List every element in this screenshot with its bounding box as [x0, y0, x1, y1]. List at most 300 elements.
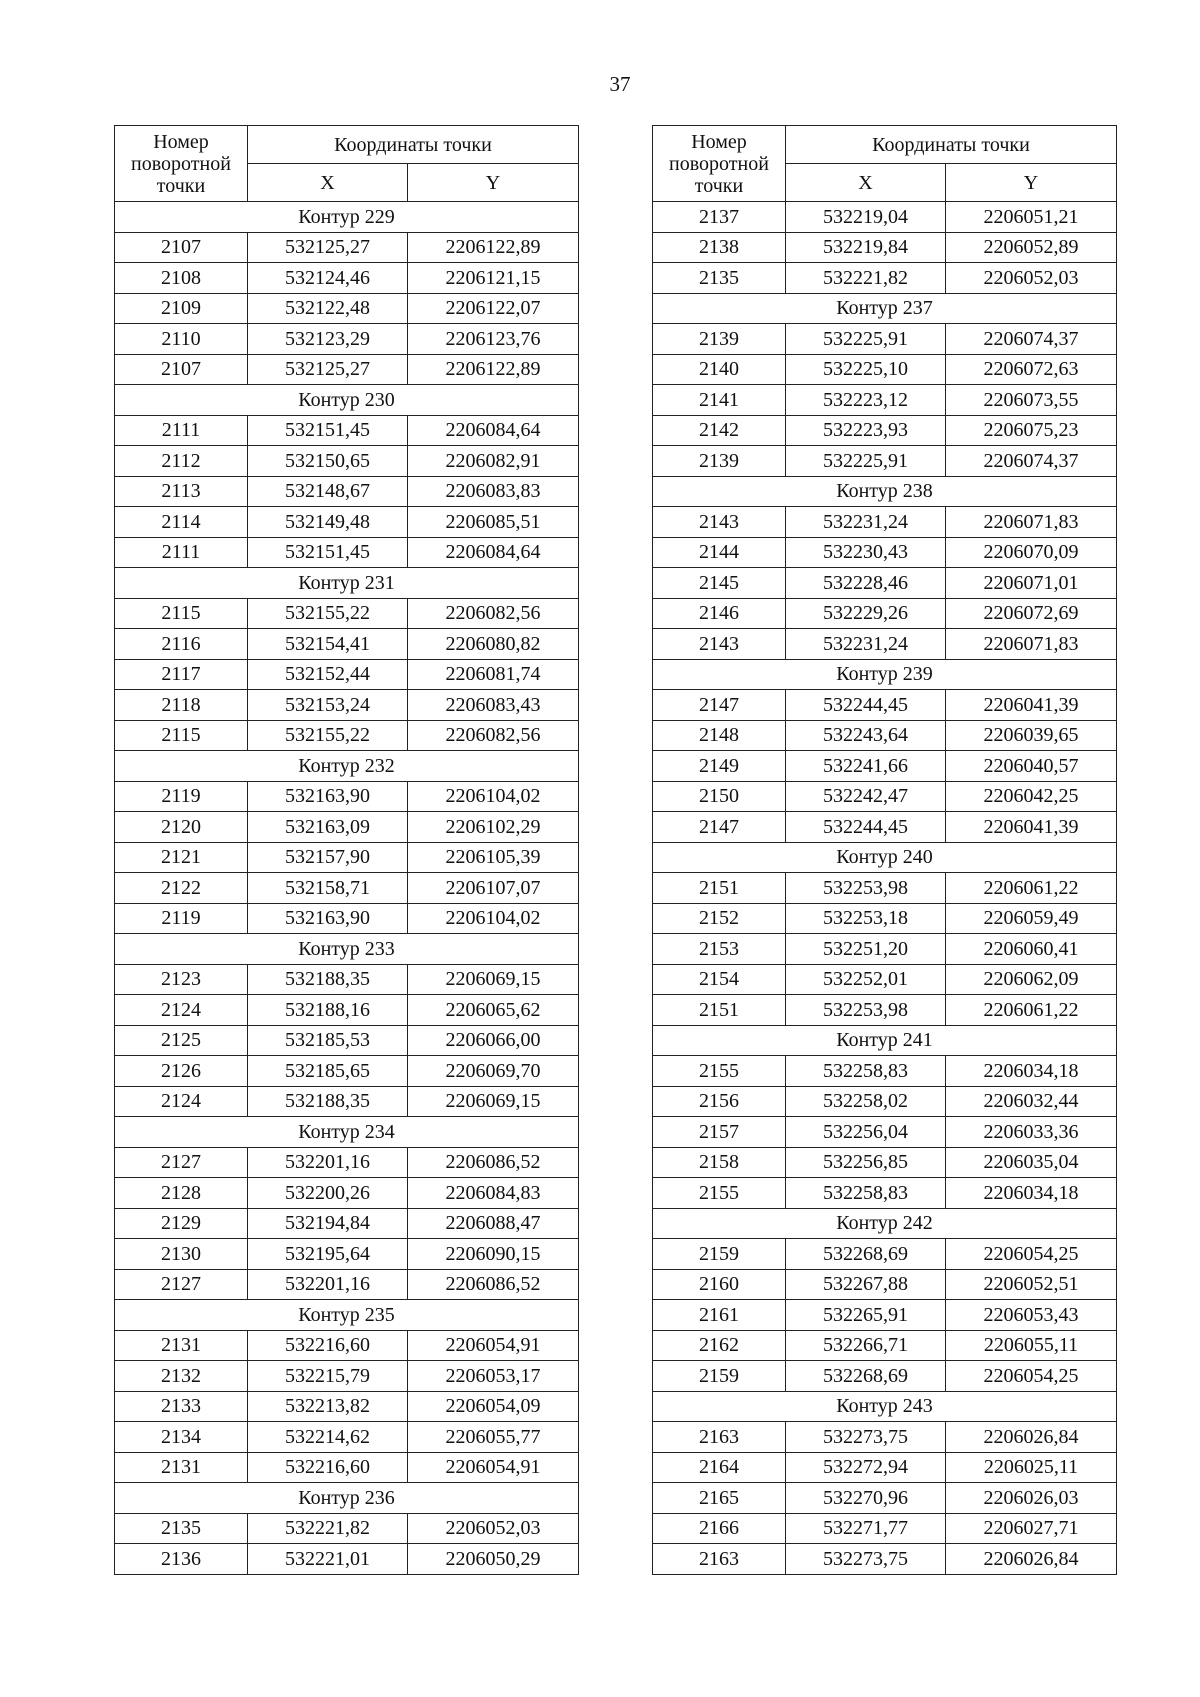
- point-number-cell: 2134: [115, 1422, 248, 1453]
- x-coordinate-cell: 532163,09: [248, 812, 408, 843]
- point-number-cell: 2110: [115, 324, 248, 355]
- y-coordinate-cell: 2206072,69: [946, 598, 1117, 629]
- y-coordinate-cell: 2206088,47: [408, 1208, 579, 1239]
- x-coordinate-cell: 532256,04: [786, 1117, 946, 1148]
- x-coordinate-cell: 532194,84: [248, 1208, 408, 1239]
- point-number-cell: 2127: [115, 1269, 248, 1300]
- point-number-header: Номер поворотной точки: [115, 126, 248, 202]
- point-number-cell: 2141: [653, 385, 786, 416]
- point-number-cell: 2137: [653, 202, 786, 233]
- x-coordinate-cell: 532151,45: [248, 415, 408, 446]
- contour-label: Контур 234: [115, 1117, 579, 1148]
- y-coordinate-cell: 2206042,25: [946, 781, 1117, 812]
- x-coordinate-cell: 532150,65: [248, 446, 408, 477]
- x-coordinate-cell: 532201,16: [248, 1269, 408, 1300]
- table-row: [653, 1239, 1117, 1270]
- table-row: [653, 385, 1117, 416]
- point-number-cell: 2107: [115, 354, 248, 385]
- y-coordinate-cell: 2206054,91: [408, 1452, 579, 1483]
- table-row: [115, 537, 579, 568]
- point-number-cell: 2160: [653, 1269, 786, 1300]
- x-coordinate-cell: 532244,45: [786, 690, 946, 721]
- table-row: [653, 1147, 1117, 1178]
- y-coordinate-cell: 2206072,63: [946, 354, 1117, 385]
- table-row: [115, 1086, 579, 1117]
- x-coordinate-cell: 532273,75: [786, 1544, 946, 1575]
- point-number-cell: 2146: [653, 598, 786, 629]
- x-coordinate-cell: 532253,98: [786, 873, 946, 904]
- y-coordinate-cell: 2206062,09: [946, 964, 1117, 995]
- x-coordinate-cell: 532155,22: [248, 598, 408, 629]
- x-coordinate-cell: 532243,64: [786, 720, 946, 751]
- contour-row: [115, 1300, 579, 1331]
- y-coordinate-cell: 2206050,29: [408, 1544, 579, 1575]
- y-coordinate-cell: 2206025,11: [946, 1452, 1117, 1483]
- point-number-cell: 2143: [653, 507, 786, 538]
- contour-row: [653, 659, 1117, 690]
- y-coordinate-cell: 2206085,51: [408, 507, 579, 538]
- table-row: [653, 1300, 1117, 1331]
- table-row: [653, 202, 1117, 233]
- point-number-cell: 2151: [653, 995, 786, 1026]
- x-coordinate-cell: 532272,94: [786, 1452, 946, 1483]
- x-coordinate-cell: 532241,66: [786, 751, 946, 782]
- y-coordinate-cell: 2206055,11: [946, 1330, 1117, 1361]
- y-coordinate-cell: 2206053,43: [946, 1300, 1117, 1331]
- contour-row: [115, 202, 579, 233]
- x-coordinate-cell: 532242,47: [786, 781, 946, 812]
- contour-label: Контур 231: [115, 568, 579, 599]
- table-row: [653, 1178, 1117, 1209]
- x-coordinate-cell: 532230,43: [786, 537, 946, 568]
- y-coordinate-cell: 2206027,71: [946, 1513, 1117, 1544]
- table-row: [115, 354, 579, 385]
- y-coordinate-cell: 2206082,56: [408, 598, 579, 629]
- contour-label: Контур 229: [115, 202, 579, 233]
- x-coordinate-cell: 532270,96: [786, 1483, 946, 1514]
- contour-label: Контур 238: [653, 476, 1117, 507]
- point-number-cell: 2135: [115, 1513, 248, 1544]
- x-coordinate-cell: 532122,48: [248, 293, 408, 324]
- point-number-cell: 2116: [115, 629, 248, 660]
- table-body-left: [115, 202, 579, 1575]
- table-row: [653, 1117, 1117, 1148]
- contour-label: Контур 242: [653, 1208, 1117, 1239]
- point-number-cell: 2111: [115, 415, 248, 446]
- x-coordinate-cell: 532185,53: [248, 1025, 408, 1056]
- table-row: [653, 1483, 1117, 1514]
- x-coordinate-cell: 532271,77: [786, 1513, 946, 1544]
- x-coordinate-cell: 532201,16: [248, 1147, 408, 1178]
- point-number-cell: 2122: [115, 873, 248, 904]
- x-coordinate-cell: 532223,12: [786, 385, 946, 416]
- x-coordinate-cell: 532213,82: [248, 1391, 408, 1422]
- contour-label: Контур 240: [653, 842, 1117, 873]
- x-coordinate-cell: 532125,27: [248, 232, 408, 263]
- point-number-cell: 2135: [653, 263, 786, 294]
- table-row: [653, 415, 1117, 446]
- y-coordinate-cell: 2206066,00: [408, 1025, 579, 1056]
- table-row: [115, 903, 579, 934]
- y-coordinate-cell: 2206060,41: [946, 934, 1117, 965]
- point-number-cell: 2119: [115, 781, 248, 812]
- contour-row: [653, 1208, 1117, 1239]
- table-row: [653, 537, 1117, 568]
- table-row: [115, 1544, 579, 1575]
- point-number-cell: 2155: [653, 1056, 786, 1087]
- table-row: [653, 507, 1117, 538]
- point-number-cell: 2115: [115, 598, 248, 629]
- point-number-cell: 2152: [653, 903, 786, 934]
- point-number-cell: 2165: [653, 1483, 786, 1514]
- table-row: [115, 1269, 579, 1300]
- y-coordinate-cell: 2206086,52: [408, 1269, 579, 1300]
- x-coordinate-cell: 532258,83: [786, 1178, 946, 1209]
- y-coordinate-cell: 2206074,37: [946, 446, 1117, 477]
- x-coordinate-cell: 532188,16: [248, 995, 408, 1026]
- x-coordinate-cell: 532258,83: [786, 1056, 946, 1087]
- y-coordinate-cell: 2206052,03: [408, 1513, 579, 1544]
- x-coordinate-cell: 532219,84: [786, 232, 946, 263]
- point-number-cell: 2129: [115, 1208, 248, 1239]
- table-row: [653, 324, 1117, 355]
- x-coordinate-cell: 532223,93: [786, 415, 946, 446]
- table-row: [115, 446, 579, 477]
- point-number-cell: 2123: [115, 964, 248, 995]
- table-row: [115, 873, 579, 904]
- coordinates-table-right: [652, 125, 1117, 1575]
- table-row: [115, 1330, 579, 1361]
- x-coordinate-cell: 532231,24: [786, 629, 946, 660]
- y-coordinate-cell: 2206054,09: [408, 1391, 579, 1422]
- coordinates-header: Координаты точки: [248, 126, 579, 164]
- x-coordinate-cell: 532244,45: [786, 812, 946, 843]
- point-number-cell: 2124: [115, 995, 248, 1026]
- contour-label: Контур 232: [115, 751, 579, 782]
- y-coordinate-cell: 2206069,70: [408, 1056, 579, 1087]
- table-row: [653, 568, 1117, 599]
- contour-row: [115, 568, 579, 599]
- x-coordinate-cell: 532265,91: [786, 1300, 946, 1331]
- table-row: [115, 293, 579, 324]
- point-number-cell: 2127: [115, 1147, 248, 1178]
- contour-label: Контур 237: [653, 293, 1117, 324]
- table-row: [115, 812, 579, 843]
- point-number-cell: 2148: [653, 720, 786, 751]
- y-coordinate-cell: 2206065,62: [408, 995, 579, 1026]
- point-number-cell: 2151: [653, 873, 786, 904]
- y-coordinate-cell: 2206122,89: [408, 232, 579, 263]
- table-row: [115, 598, 579, 629]
- table-row: [653, 1269, 1117, 1300]
- table-row: [653, 232, 1117, 263]
- table-row: [653, 629, 1117, 660]
- table-row: [115, 690, 579, 721]
- x-coordinate-cell: 532188,35: [248, 964, 408, 995]
- y-coordinate-cell: 2206059,49: [946, 903, 1117, 934]
- y-coordinate-cell: 2206052,89: [946, 232, 1117, 263]
- contour-row: [115, 751, 579, 782]
- y-coordinate-cell: 2206122,07: [408, 293, 579, 324]
- x-coordinate-cell: 532273,75: [786, 1422, 946, 1453]
- point-number-cell: 2107: [115, 232, 248, 263]
- x-coordinate-cell: 532219,04: [786, 202, 946, 233]
- table-row: [115, 659, 579, 690]
- contour-row: [653, 842, 1117, 873]
- point-number-cell: 2142: [653, 415, 786, 446]
- point-number-cell: 2144: [653, 537, 786, 568]
- table-row: [653, 781, 1117, 812]
- table-row: [653, 1452, 1117, 1483]
- y-coordinate-cell: 2206061,22: [946, 995, 1117, 1026]
- point-number-cell: 2156: [653, 1086, 786, 1117]
- x-coordinate-cell: 532225,91: [786, 446, 946, 477]
- point-number-cell: 2163: [653, 1422, 786, 1453]
- y-coordinate-cell: 2206105,39: [408, 842, 579, 873]
- y-coordinate-cell: 2206084,83: [408, 1178, 579, 1209]
- x-coordinate-cell: 532163,90: [248, 903, 408, 934]
- point-number-cell: 2114: [115, 507, 248, 538]
- y-coordinate-cell: 2206034,18: [946, 1056, 1117, 1087]
- y-coordinate-cell: 2206071,01: [946, 568, 1117, 599]
- x-coordinate-cell: 532185,65: [248, 1056, 408, 1087]
- table-row: [115, 964, 579, 995]
- y-coordinate-cell: 2206041,39: [946, 690, 1117, 721]
- y-coordinate-cell: 2206104,02: [408, 781, 579, 812]
- point-number-cell: 2130: [115, 1239, 248, 1270]
- table-row: [653, 903, 1117, 934]
- y-coordinate-cell: 2206083,83: [408, 476, 579, 507]
- point-number-cell: 2143: [653, 629, 786, 660]
- contour-row: [115, 385, 579, 416]
- y-coordinate-cell: 2206082,91: [408, 446, 579, 477]
- table-row: [653, 720, 1117, 751]
- table-row: [115, 415, 579, 446]
- x-header: X: [786, 164, 946, 202]
- y-coordinate-cell: 2206061,22: [946, 873, 1117, 904]
- x-coordinate-cell: 532124,46: [248, 263, 408, 294]
- point-number-cell: 2120: [115, 812, 248, 843]
- x-coordinate-cell: 532225,10: [786, 354, 946, 385]
- point-number-cell: 2124: [115, 1086, 248, 1117]
- x-coordinate-cell: 532225,91: [786, 324, 946, 355]
- point-number-header: Номер поворотной точки: [653, 126, 786, 202]
- x-coordinate-cell: 532149,48: [248, 507, 408, 538]
- point-number-cell: 2112: [115, 446, 248, 477]
- table-row: [115, 1513, 579, 1544]
- contour-row: [653, 476, 1117, 507]
- table-row: [115, 720, 579, 751]
- x-coordinate-cell: 532123,29: [248, 324, 408, 355]
- table-row: [115, 995, 579, 1026]
- x-coordinate-cell: 532251,20: [786, 934, 946, 965]
- point-number-cell: 2131: [115, 1452, 248, 1483]
- y-coordinate-cell: 2206081,74: [408, 659, 579, 690]
- y-coordinate-cell: 2206086,52: [408, 1147, 579, 1178]
- x-coordinate-cell: 532216,60: [248, 1330, 408, 1361]
- x-coordinate-cell: 532188,35: [248, 1086, 408, 1117]
- table-row: [115, 842, 579, 873]
- contour-row: [653, 1025, 1117, 1056]
- table-row: [653, 1513, 1117, 1544]
- contour-label: Контур 230: [115, 385, 579, 416]
- point-number-cell: 2109: [115, 293, 248, 324]
- table-row: [115, 1239, 579, 1270]
- y-coordinate-cell: 2206052,51: [946, 1269, 1117, 1300]
- table-row: [115, 1147, 579, 1178]
- y-coordinate-cell: 2206054,25: [946, 1239, 1117, 1270]
- table-row: [653, 1086, 1117, 1117]
- point-number-cell: 2139: [653, 446, 786, 477]
- x-coordinate-cell: 532157,90: [248, 842, 408, 873]
- x-coordinate-cell: 532268,69: [786, 1239, 946, 1270]
- x-coordinate-cell: 532153,24: [248, 690, 408, 721]
- y-coordinate-cell: 2206040,57: [946, 751, 1117, 782]
- x-coordinate-cell: 532154,41: [248, 629, 408, 660]
- contour-label: Контур 239: [653, 659, 1117, 690]
- table-row: [653, 964, 1117, 995]
- point-number-cell: 2133: [115, 1391, 248, 1422]
- point-number-cell: 2115: [115, 720, 248, 751]
- x-coordinate-cell: 532229,26: [786, 598, 946, 629]
- point-number-cell: 2162: [653, 1330, 786, 1361]
- point-number-cell: 2140: [653, 354, 786, 385]
- point-number-cell: 2150: [653, 781, 786, 812]
- x-coordinate-cell: 532221,01: [248, 1544, 408, 1575]
- y-coordinate-cell: 2206090,15: [408, 1239, 579, 1270]
- x-coordinate-cell: 532216,60: [248, 1452, 408, 1483]
- point-number-cell: 2158: [653, 1147, 786, 1178]
- point-number-cell: 2136: [115, 1544, 248, 1575]
- point-number-cell: 2145: [653, 568, 786, 599]
- y-coordinate-cell: 2206053,17: [408, 1361, 579, 1392]
- table-body-right: [653, 202, 1117, 1575]
- x-coordinate-cell: 532214,62: [248, 1422, 408, 1453]
- y-coordinate-cell: 2206071,83: [946, 629, 1117, 660]
- point-number-cell: 2163: [653, 1544, 786, 1575]
- y-coordinate-cell: 2206074,37: [946, 324, 1117, 355]
- table-row: [115, 1422, 579, 1453]
- point-number-cell: 2132: [115, 1361, 248, 1392]
- table-row: [115, 781, 579, 812]
- x-coordinate-cell: 532221,82: [786, 263, 946, 294]
- y-coordinate-cell: 2206083,43: [408, 690, 579, 721]
- x-coordinate-cell: 532258,02: [786, 1086, 946, 1117]
- point-number-cell: 2149: [653, 751, 786, 782]
- point-number-cell: 2155: [653, 1178, 786, 1209]
- point-number-cell: 2125: [115, 1025, 248, 1056]
- point-number-cell: 2159: [653, 1361, 786, 1392]
- y-coordinate-cell: 2206026,03: [946, 1483, 1117, 1514]
- table-row: [653, 1544, 1117, 1575]
- y-coordinate-cell: 2206104,02: [408, 903, 579, 934]
- table-row: [653, 263, 1117, 294]
- x-coordinate-cell: 532158,71: [248, 873, 408, 904]
- point-number-cell: 2164: [653, 1452, 786, 1483]
- point-number-cell: 2131: [115, 1330, 248, 1361]
- y-coordinate-cell: 2206041,39: [946, 812, 1117, 843]
- table-row: [115, 1361, 579, 1392]
- y-coordinate-cell: 2206071,83: [946, 507, 1117, 538]
- x-coordinate-cell: 532267,88: [786, 1269, 946, 1300]
- contour-label: Контур 233: [115, 934, 579, 965]
- point-number-cell: 2138: [653, 232, 786, 263]
- x-coordinate-cell: 532268,69: [786, 1361, 946, 1392]
- contour-label: Контур 235: [115, 1300, 579, 1331]
- coordinates-header: Координаты точки: [786, 126, 1117, 164]
- x-coordinate-cell: 532252,01: [786, 964, 946, 995]
- x-coordinate-cell: 532266,71: [786, 1330, 946, 1361]
- point-number-cell: 2154: [653, 964, 786, 995]
- contour-row: [115, 1483, 579, 1514]
- point-number-cell: 2121: [115, 842, 248, 873]
- y-coordinate-cell: 2206080,82: [408, 629, 579, 660]
- table-row: [653, 934, 1117, 965]
- x-coordinate-cell: 532200,26: [248, 1178, 408, 1209]
- contour-row: [653, 293, 1117, 324]
- y-coordinate-cell: 2206035,04: [946, 1147, 1117, 1178]
- point-number-cell: 2147: [653, 690, 786, 721]
- point-number-cell: 2108: [115, 263, 248, 294]
- x-coordinate-cell: 532215,79: [248, 1361, 408, 1392]
- y-coordinate-cell: 2206051,21: [946, 202, 1117, 233]
- contour-row: [115, 1117, 579, 1148]
- table-row: [653, 1422, 1117, 1453]
- y-coordinate-cell: 2206034,18: [946, 1178, 1117, 1209]
- table-row: [115, 324, 579, 355]
- x-coordinate-cell: 532221,82: [248, 1513, 408, 1544]
- y-coordinate-cell: 2206084,64: [408, 537, 579, 568]
- y-coordinate-cell: 2206123,76: [408, 324, 579, 355]
- table-row: [115, 1178, 579, 1209]
- point-number-cell: 2157: [653, 1117, 786, 1148]
- coordinates-table-left: [114, 125, 579, 1575]
- y-coordinate-cell: 2206122,89: [408, 354, 579, 385]
- point-number-cell: 2113: [115, 476, 248, 507]
- y-coordinate-cell: 2206121,15: [408, 263, 579, 294]
- x-coordinate-cell: 532155,22: [248, 720, 408, 751]
- y-coordinate-cell: 2206073,55: [946, 385, 1117, 416]
- table-row: [115, 629, 579, 660]
- y-coordinate-cell: 2206082,56: [408, 720, 579, 751]
- table-row: [115, 232, 579, 263]
- table-row: [653, 812, 1117, 843]
- contour-label: Контур 241: [653, 1025, 1117, 1056]
- y-coordinate-cell: 2206055,77: [408, 1422, 579, 1453]
- y-coordinate-cell: 2206032,44: [946, 1086, 1117, 1117]
- table-row: [115, 1208, 579, 1239]
- table-row: [653, 1330, 1117, 1361]
- point-number-cell: 2111: [115, 537, 248, 568]
- contour-label: Контур 236: [115, 1483, 579, 1514]
- y-coordinate-cell: 2206069,15: [408, 1086, 579, 1117]
- point-number-cell: 2119: [115, 903, 248, 934]
- contour-row: [115, 934, 579, 965]
- x-coordinate-cell: 532195,64: [248, 1239, 408, 1270]
- table-row: [653, 598, 1117, 629]
- point-number-cell: 2126: [115, 1056, 248, 1087]
- point-number-cell: 2166: [653, 1513, 786, 1544]
- y-coordinate-cell: 2206107,07: [408, 873, 579, 904]
- table-row: [653, 1056, 1117, 1087]
- point-number-cell: 2147: [653, 812, 786, 843]
- y-coordinate-cell: 2206075,23: [946, 415, 1117, 446]
- point-number-cell: 2128: [115, 1178, 248, 1209]
- table-row: [115, 1025, 579, 1056]
- x-coordinate-cell: 532253,18: [786, 903, 946, 934]
- point-number-cell: 2117: [115, 659, 248, 690]
- y-coordinate-cell: 2206054,91: [408, 1330, 579, 1361]
